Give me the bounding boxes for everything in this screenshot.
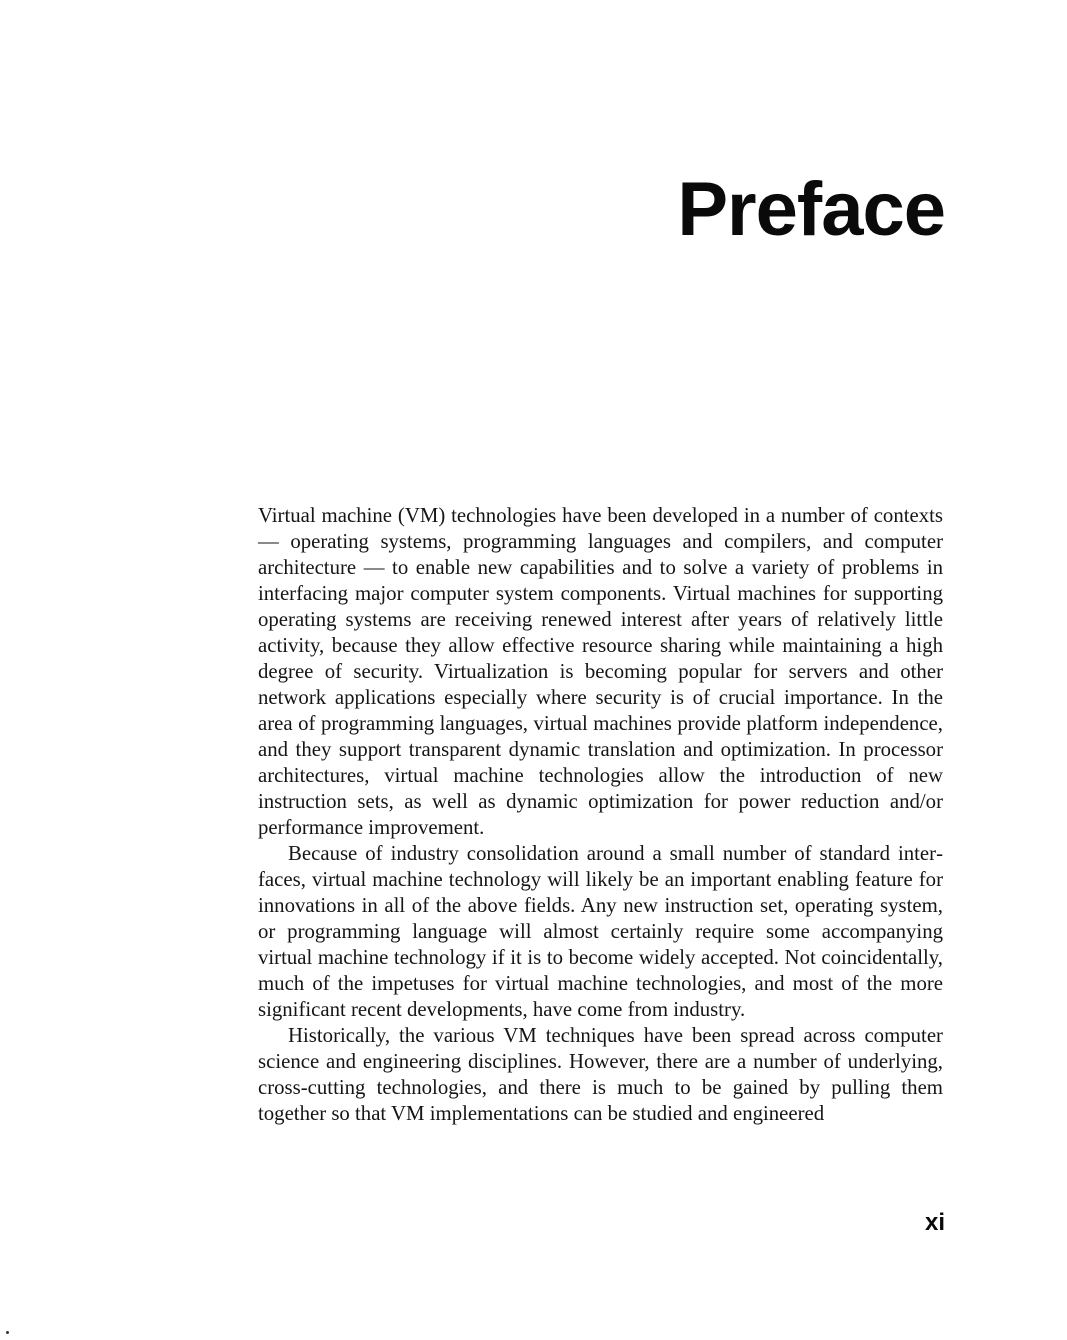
paragraph-1: Virtual machine (VM) technologies have been developed in a number of contexts — operating systems, programming languages and compilers, and computer architecture — to enable new capabilities and to solve a variety of problems in interfacing major computer system components. Virtual machines for supporting operating systems are receiving renewed interest after years of relatively little activity, because they allow effective resource sharing while maintaining a high degree of security. Virtualization is becoming popular for servers and other network applications especially where security is of crucial importance. In the area of programming languages, virtual machines provide platform independence, and they support transparent dynamic translation and optimization. In processor architectures, virtual machine technologies allow the introduction of new instruction sets, as well as dynamic optimization for power reduction and/or performance improvement. [258, 504, 943, 839]
paragraph-2: Because of industry consolidation around a small number of standard interfaces, virtual machine technology will likely be an important enabling feature for innovations in all of the above fields. Any new instruction set, operating system, or programming language will almost certainly require some accompanying virtual machine technology if it is to become widely accepted. Not coincidentally, much of the impetuses for virtual machine technologies, and most of the more significant recent developments, have come from industry. [258, 842, 943, 1021]
scan-speck [6, 1331, 9, 1334]
paragraph-3: Historically, the various VM techniques have been spread across computer science and engineering disciplines. However, there are a number of underlying, cross-cutting technologies, and there is much to be gained by pulling them together so that VM implementations can be studied and engineered [258, 1024, 943, 1125]
page-title: Preface [677, 167, 945, 252]
page-number: xi [924, 1209, 945, 1236]
body-text [258, 503, 943, 1127]
